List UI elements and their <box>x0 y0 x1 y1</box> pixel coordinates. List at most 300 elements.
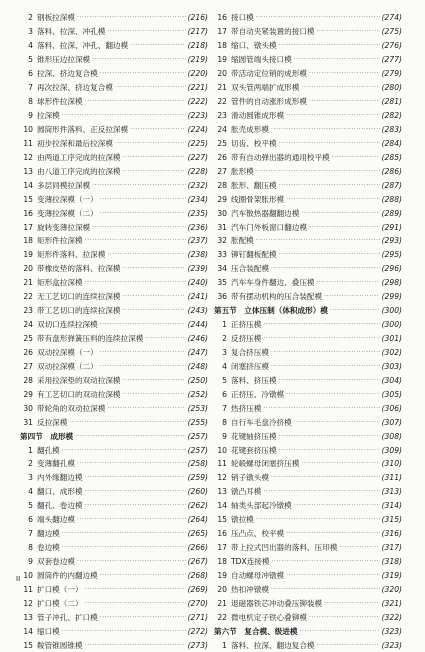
toc-entry-title: 胀配模 <box>231 236 254 246</box>
leader-dots <box>100 196 186 203</box>
toc-entry-title: 初步拉深和最后拉深模 <box>37 138 113 148</box>
toc-entry-page: (232) <box>187 180 208 190</box>
toc-entry <box>20 248 208 262</box>
toc-entry-page: (310) <box>381 459 402 469</box>
leader-dots <box>271 126 380 133</box>
toc-entry <box>214 499 402 513</box>
toc-entry <box>214 150 402 164</box>
leader-dots <box>324 293 379 300</box>
toc-entry-number: 20 <box>217 584 227 594</box>
toc-entry <box>214 596 402 610</box>
toc-entry-title: 双动拉深模（一） <box>37 347 98 357</box>
toc-entry-number: 11 <box>23 138 33 148</box>
toc-entry-number: 9 <box>28 557 33 567</box>
toc-entry-page: (244) <box>187 320 208 330</box>
leader-dots <box>62 628 186 635</box>
leader-dots <box>100 70 186 77</box>
toc-entry-number: 29 <box>217 194 227 204</box>
toc-entry-title: 锥形压边拉深模 <box>37 55 91 65</box>
toc-entry-title: 翻孔模 <box>37 445 60 455</box>
leader-dots <box>123 377 186 384</box>
toc-entry-title: 缩口模 <box>37 626 60 636</box>
toc-entry <box>20 192 208 206</box>
leader-dots <box>123 168 186 175</box>
toc-entry-page: (266) <box>187 543 208 553</box>
toc-entry-page: (250) <box>187 375 208 385</box>
toc-entry-page: (289) <box>381 208 402 218</box>
toc-entry-number: 12 <box>23 152 33 162</box>
toc-entry-title: 退磁器铁芯冲动叠压铆装模 <box>231 598 323 608</box>
toc-entry-page: (237) <box>187 236 208 246</box>
toc-entry <box>214 610 402 624</box>
toc-entry-number: 35 <box>217 278 227 288</box>
toc-entry-number: 16 <box>217 529 227 539</box>
leader-dots <box>263 321 379 328</box>
toc-entry-title: 圆筒件的内翻边模 <box>37 570 98 580</box>
toc-entry-page: (217) <box>187 27 208 37</box>
toc-entry-title: 扩口模（一） <box>37 584 83 594</box>
toc-entry-number: 10 <box>23 124 33 134</box>
toc-entry-number: 2 <box>222 334 227 344</box>
toc-entry-title: 正挤压模 <box>231 320 262 330</box>
leader-dots <box>100 363 186 370</box>
toc-entry-title: 带有自动弹出器的通用校平模 <box>231 152 330 162</box>
toc-entry-page: (270) <box>187 598 208 608</box>
toc-entry-page: (257) <box>187 445 208 455</box>
toc-entry-page: (243) <box>187 306 208 316</box>
toc-entry <box>20 220 208 234</box>
toc-entry-title: 反拉深模 <box>37 417 68 427</box>
toc-entry-page: (288) <box>381 194 402 204</box>
toc-entry-number: 11 <box>23 584 33 594</box>
toc-entry-title: 滑动圆锥成形模 <box>231 111 285 121</box>
toc-entry <box>214 262 402 276</box>
toc-entry-title: 由八道工序完成的拉深模 <box>37 166 121 176</box>
leader-dots <box>115 140 186 147</box>
toc-entry <box>20 471 208 485</box>
leader-dots <box>301 84 379 91</box>
toc-entry-page: (311) <box>381 473 402 483</box>
toc-entry <box>214 429 402 443</box>
toc-entry-number: 16 <box>217 13 227 23</box>
toc-entry-page: (225) <box>187 138 208 148</box>
leader-dots <box>309 224 380 231</box>
toc-entry-number: 5 <box>28 501 33 511</box>
leader-dots <box>145 335 185 342</box>
toc-entry-title: 拉深模 <box>37 111 60 121</box>
toc-entry <box>214 136 402 150</box>
leader-dots <box>279 251 380 258</box>
toc-entry <box>20 95 208 109</box>
toc-entry-number: 24 <box>217 124 227 134</box>
toc-entry-title: 压凸点、校平模 <box>231 529 285 539</box>
toc-entry-number: 19 <box>217 55 227 65</box>
toc-entry-page: (255) <box>187 417 208 427</box>
leader-dots <box>301 210 379 217</box>
toc-entry-number: 21 <box>23 278 33 288</box>
toc-entry-title: TDX连接模 <box>231 557 270 567</box>
leader-dots <box>294 502 380 509</box>
toc-entry-page: (239) <box>187 264 208 274</box>
leader-dots <box>271 349 380 356</box>
toc-entry-page: (306) <box>381 403 402 413</box>
toc-entry-title: 胀形模 <box>231 166 254 176</box>
toc-entry-title: 自行车毛盘冷挤模 <box>231 417 292 427</box>
toc-entry <box>214 109 402 123</box>
leader-dots <box>85 642 186 649</box>
toc-entry-title: 拉深、挤边复合模 <box>37 69 98 79</box>
toc-entry-title: 轴类头部起冷镦模 <box>231 501 292 511</box>
toc-entry <box>214 582 402 596</box>
toc-entry <box>20 109 208 123</box>
toc-entry-title: 有工艺切口的双动拉深模 <box>37 389 121 399</box>
toc-entry-title: 缩圆管端头接口模 <box>231 55 292 65</box>
toc-entry-page: (296) <box>381 264 402 274</box>
leader-dots <box>92 224 185 231</box>
toc-entry <box>214 527 402 541</box>
leader-dots <box>100 572 186 579</box>
toc-entry-page: (271) <box>187 612 208 622</box>
leader-dots <box>62 112 186 119</box>
toc-entry-page: (304) <box>381 375 402 385</box>
toc-entry-number: 6 <box>28 69 33 79</box>
toc-entry-page: (302) <box>381 347 402 357</box>
toc-entry-page: (282) <box>381 111 402 121</box>
toc-entry <box>20 513 208 527</box>
toc-entry-number: 10 <box>23 570 33 580</box>
toc-entry-page: (319) <box>381 570 402 580</box>
leader-dots <box>92 56 185 63</box>
toc-entry-title: 复合挤压模 <box>231 347 269 357</box>
toc-section-heading <box>20 429 208 443</box>
toc-entry-page: (315) <box>381 515 402 525</box>
toc-entry-page: (299) <box>381 292 402 302</box>
toc-entry-number: 16 <box>23 208 33 218</box>
toc-entry-number: 14 <box>23 180 33 190</box>
toc-entry-title: 落料、挤压模 <box>231 375 277 385</box>
toc-entry-title: 带有摆动机构的压合装配模 <box>231 292 323 302</box>
toc-entry <box>20 234 208 248</box>
toc-entry-page: (246) <box>187 334 208 344</box>
toc-entry-title: 端头翻边模 <box>37 515 75 525</box>
toc-entry-number: 9 <box>28 111 33 121</box>
toc-entry-page: (322) <box>381 612 402 622</box>
toc-entry-page: (224) <box>187 124 208 134</box>
toc-entry-number: 28 <box>23 375 33 385</box>
toc-entry-title: 第五节 立体压制（体积成形）模 <box>214 306 328 316</box>
leader-dots <box>85 474 186 481</box>
leader-dots <box>85 237 186 244</box>
toc-entry-title: 翻边模 <box>37 529 60 539</box>
toc-entry-number: 22 <box>217 612 227 622</box>
toc-entry <box>214 332 402 346</box>
leader-dots <box>317 279 380 286</box>
toc-entry-number: 17 <box>217 27 227 37</box>
toc-entry-page: (235) <box>187 208 208 218</box>
toc-entry-number: 25 <box>217 138 227 148</box>
toc-entry-number: 23 <box>23 306 33 316</box>
leader-dots <box>77 558 186 565</box>
toc-entry-page: (284) <box>381 138 402 148</box>
toc-entry-page: (227) <box>187 152 208 162</box>
leader-dots <box>77 14 186 21</box>
toc-entry-number: 26 <box>23 347 33 357</box>
toc-entry <box>20 610 208 624</box>
toc-entry-number: 17 <box>217 543 227 553</box>
leader-dots <box>309 70 380 77</box>
toc-entry <box>214 555 402 569</box>
toc-entry-number: 22 <box>217 97 227 107</box>
toc-entry-title: 矩形盒拉深模 <box>37 278 83 288</box>
toc-entry-number: 14 <box>217 501 227 511</box>
leader-dots <box>85 279 186 286</box>
toc-entry-number: 3 <box>28 27 33 37</box>
toc-entry <box>20 401 208 415</box>
toc-entry-number: 15 <box>23 194 33 204</box>
toc-entry-page: (247) <box>187 347 208 357</box>
toc-entry-title: 翻口、成形模 <box>37 487 83 497</box>
toc-entry <box>20 569 208 583</box>
toc-entry-title: 镦凸耳模 <box>231 487 262 497</box>
toc-entry-number: 34 <box>217 264 227 274</box>
toc-entry-page: (267) <box>187 557 208 567</box>
leader-dots <box>294 56 380 63</box>
toc-entry <box>214 123 402 137</box>
toc-entry-number: 36 <box>217 292 227 302</box>
toc-entry-page: (253) <box>187 403 208 413</box>
toc-section-heading <box>214 304 402 318</box>
toc-entry <box>20 555 208 569</box>
toc-entry <box>20 499 208 513</box>
toc-entry-number: 1 <box>222 640 227 650</box>
toc-entry-title: 旋转变薄拉深模 <box>37 222 91 232</box>
toc-entry-number: 20 <box>23 264 33 274</box>
toc-entry-number: 29 <box>23 389 33 399</box>
leader-dots <box>317 642 380 649</box>
toc-entry-title: 正挤压、冷镦模 <box>231 389 285 399</box>
toc-entry-page: (277) <box>381 55 402 65</box>
toc-entry-title: 镦拉模 <box>231 515 254 525</box>
toc-entry-page: (316) <box>381 529 402 539</box>
toc-entry-title: 鞍管锥圆锥模 <box>37 640 83 650</box>
toc-entry-number: 2 <box>28 13 33 23</box>
toc-entry-page: (221) <box>187 83 208 93</box>
toc-entry <box>214 401 402 415</box>
toc-entry-number: 17 <box>23 222 33 232</box>
toc-entry-number: 18 <box>23 236 33 246</box>
toc-entry-title: 线圈骨架胀形模 <box>231 194 285 204</box>
toc-entry-number: 30 <box>217 208 227 218</box>
toc-entry-number: 33 <box>217 250 227 260</box>
toc-entry <box>20 81 208 95</box>
toc-entry-title: 销子镦头模 <box>231 473 269 483</box>
toc-entry-number: 13 <box>23 166 33 176</box>
toc-entry-page: (238) <box>187 250 208 260</box>
toc-entry-title: 第六节 复合模、级进模 <box>214 626 298 636</box>
toc-entry <box>20 206 208 220</box>
toc-entry <box>20 276 208 290</box>
toc-entry-page: (222) <box>187 97 208 107</box>
toc-entry-title: 采用拉深垫的双动拉深模 <box>37 375 121 385</box>
toc-entry <box>20 638 208 652</box>
toc-entry-page: (252) <box>187 389 208 399</box>
toc-entry-title: 汽车散热器翻翻边模 <box>231 208 300 218</box>
toc-entry <box>20 25 208 39</box>
toc-entry <box>214 67 402 81</box>
toc-entry-title: 带上拉式凹出器的落料、压印模 <box>231 543 338 553</box>
toc-entry <box>214 220 402 234</box>
toc-entry-title: 变薄拉深模（一） <box>37 194 98 204</box>
toc-entry <box>20 415 208 429</box>
leader-dots <box>263 335 379 342</box>
toc-entry-title: 花键套挤压模 <box>231 445 277 455</box>
toc-entry-title: 卷边模 <box>37 543 60 553</box>
toc-entry-number: 13 <box>217 487 227 497</box>
toc-entry <box>214 276 402 290</box>
toc-entry-number: 25 <box>23 334 33 344</box>
toc-entry-page: (308) <box>381 431 402 441</box>
leader-dots <box>256 237 380 244</box>
leader-dots <box>123 293 186 300</box>
toc-entry <box>20 150 208 164</box>
toc-entry-title: 无工艺切口的连续拉深模 <box>37 292 121 302</box>
toc-entry-title: 带自动夹紧装置的接口模 <box>231 27 315 37</box>
leader-dots <box>85 98 186 105</box>
toc-entry-title: 内外缘翻边模 <box>37 473 83 483</box>
toc-entry-page: (285) <box>381 152 402 162</box>
toc-entry-page: (287) <box>381 180 402 190</box>
leader-dots <box>77 460 186 467</box>
toc-entry-number: 4 <box>222 361 227 371</box>
toc-entry-title: 管子冲孔、扩口模 <box>37 612 98 622</box>
leader-dots <box>271 586 380 593</box>
toc-entry-number: 2 <box>28 459 33 469</box>
toc-entry <box>20 527 208 541</box>
toc-entry-number: 8 <box>28 97 33 107</box>
toc-entry-page: (320) <box>381 584 402 594</box>
toc-entry-number: 7 <box>222 403 227 413</box>
toc-entry-page: (281) <box>381 97 402 107</box>
leader-dots <box>263 488 379 495</box>
toc-entry-page: (262) <box>187 501 208 511</box>
toc-entry-title: 切齿、校平模 <box>231 138 277 148</box>
leader-dots <box>62 544 186 551</box>
leader-dots <box>123 391 186 398</box>
leader-dots <box>62 530 186 537</box>
toc-entry-title: 闭塞挤压模 <box>231 361 269 371</box>
leader-dots <box>339 544 379 551</box>
leader-dots <box>332 154 380 161</box>
toc-entry-number: 32 <box>217 236 227 246</box>
toc-entry-number: 3 <box>222 347 227 357</box>
toc-entry-number: 5 <box>28 55 33 65</box>
leader-dots <box>330 307 380 314</box>
toc-entry-title: 压合装配模 <box>231 264 269 274</box>
toc-entry <box>214 485 402 499</box>
leader-dots <box>107 28 185 35</box>
toc-entry <box>214 513 402 527</box>
toc-entry-title: 微电机定子铁心叠铆模 <box>231 612 307 622</box>
toc-entry-page: (276) <box>381 41 402 51</box>
toc-entry-title: 管件的自动涨形成形模 <box>231 97 307 107</box>
toc-entry-page: (264) <box>187 515 208 525</box>
toc-entry-page: (220) <box>187 69 208 79</box>
toc-entry-page: (295) <box>381 250 402 260</box>
toc-entry <box>214 471 402 485</box>
toc-entry-title: 胀形、翻压模 <box>231 180 277 190</box>
toc-entry-page: (216) <box>187 13 208 23</box>
toc-entry-page: (272) <box>187 626 208 636</box>
leader-dots <box>256 516 380 523</box>
toc-entry-number: 11 <box>217 459 227 469</box>
leader-dots <box>85 488 186 495</box>
toc-entry-title: 由两道工序完成的拉深模 <box>37 152 121 162</box>
toc-entry-number: 23 <box>217 111 227 121</box>
toc-entry <box>214 318 402 332</box>
toc-entry-number: 10 <box>217 445 227 455</box>
toc-entry <box>214 569 402 583</box>
toc-entry <box>214 290 402 304</box>
toc-entry <box>214 11 402 25</box>
toc-entry-page: (223) <box>187 111 208 121</box>
toc-entry-number: 30 <box>23 403 33 413</box>
toc-entry-number: 31 <box>217 222 227 232</box>
leader-dots <box>279 140 380 147</box>
toc-entry-number: 19 <box>23 250 33 260</box>
toc-entry <box>214 638 402 652</box>
toc-entry <box>20 262 208 276</box>
toc-entry-page: (268) <box>187 570 208 580</box>
toc-entry-title: 带轮角的双动拉深模 <box>37 403 106 413</box>
toc-entry-number: 15 <box>23 640 33 650</box>
leader-dots <box>294 419 380 426</box>
toc-entry-title: 圆筒形件落料、正反拉深模 <box>37 124 129 134</box>
toc-entry-page: (260) <box>187 487 208 497</box>
toc-entry <box>214 443 402 457</box>
toc-entry <box>20 304 208 318</box>
leader-dots <box>130 126 185 133</box>
toc-entry-title: 再次拉深、挤边复合模 <box>37 83 113 93</box>
leader-dots <box>271 558 379 565</box>
toc-entry-page: (240) <box>187 278 208 288</box>
leader-dots <box>279 42 380 49</box>
toc-entry-number: 19 <box>217 570 227 580</box>
toc-entry-page: (280) <box>381 83 402 93</box>
toc-entry <box>20 485 208 499</box>
toc-entry-page: (241) <box>187 292 208 302</box>
leader-dots <box>279 182 380 189</box>
toc-entry <box>20 443 208 457</box>
toc-entry-number: 5 <box>222 375 227 385</box>
toc-entry-title: 花键轴挤压模 <box>231 431 277 441</box>
toc-entry-page: (321) <box>381 598 402 608</box>
toc-entry-page: (300) <box>381 306 402 316</box>
toc-entry-title: 双动拉深模（二） <box>37 361 98 371</box>
leader-dots <box>107 405 185 412</box>
toc-entry <box>214 346 402 360</box>
toc-entry-page: (218) <box>187 41 208 51</box>
toc-entry-title: 落料、拉深、翻边复合模 <box>231 640 315 650</box>
toc-entry-number: 31 <box>23 417 33 427</box>
toc-entry-number: 20 <box>217 69 227 79</box>
toc-entry <box>214 39 402 53</box>
toc-entry <box>20 596 208 610</box>
toc-entry <box>214 234 402 248</box>
toc-entry <box>214 53 402 67</box>
leader-dots <box>286 572 379 579</box>
toc-entry <box>214 192 402 206</box>
toc-entry-title: 扩口模（二） <box>37 598 83 608</box>
